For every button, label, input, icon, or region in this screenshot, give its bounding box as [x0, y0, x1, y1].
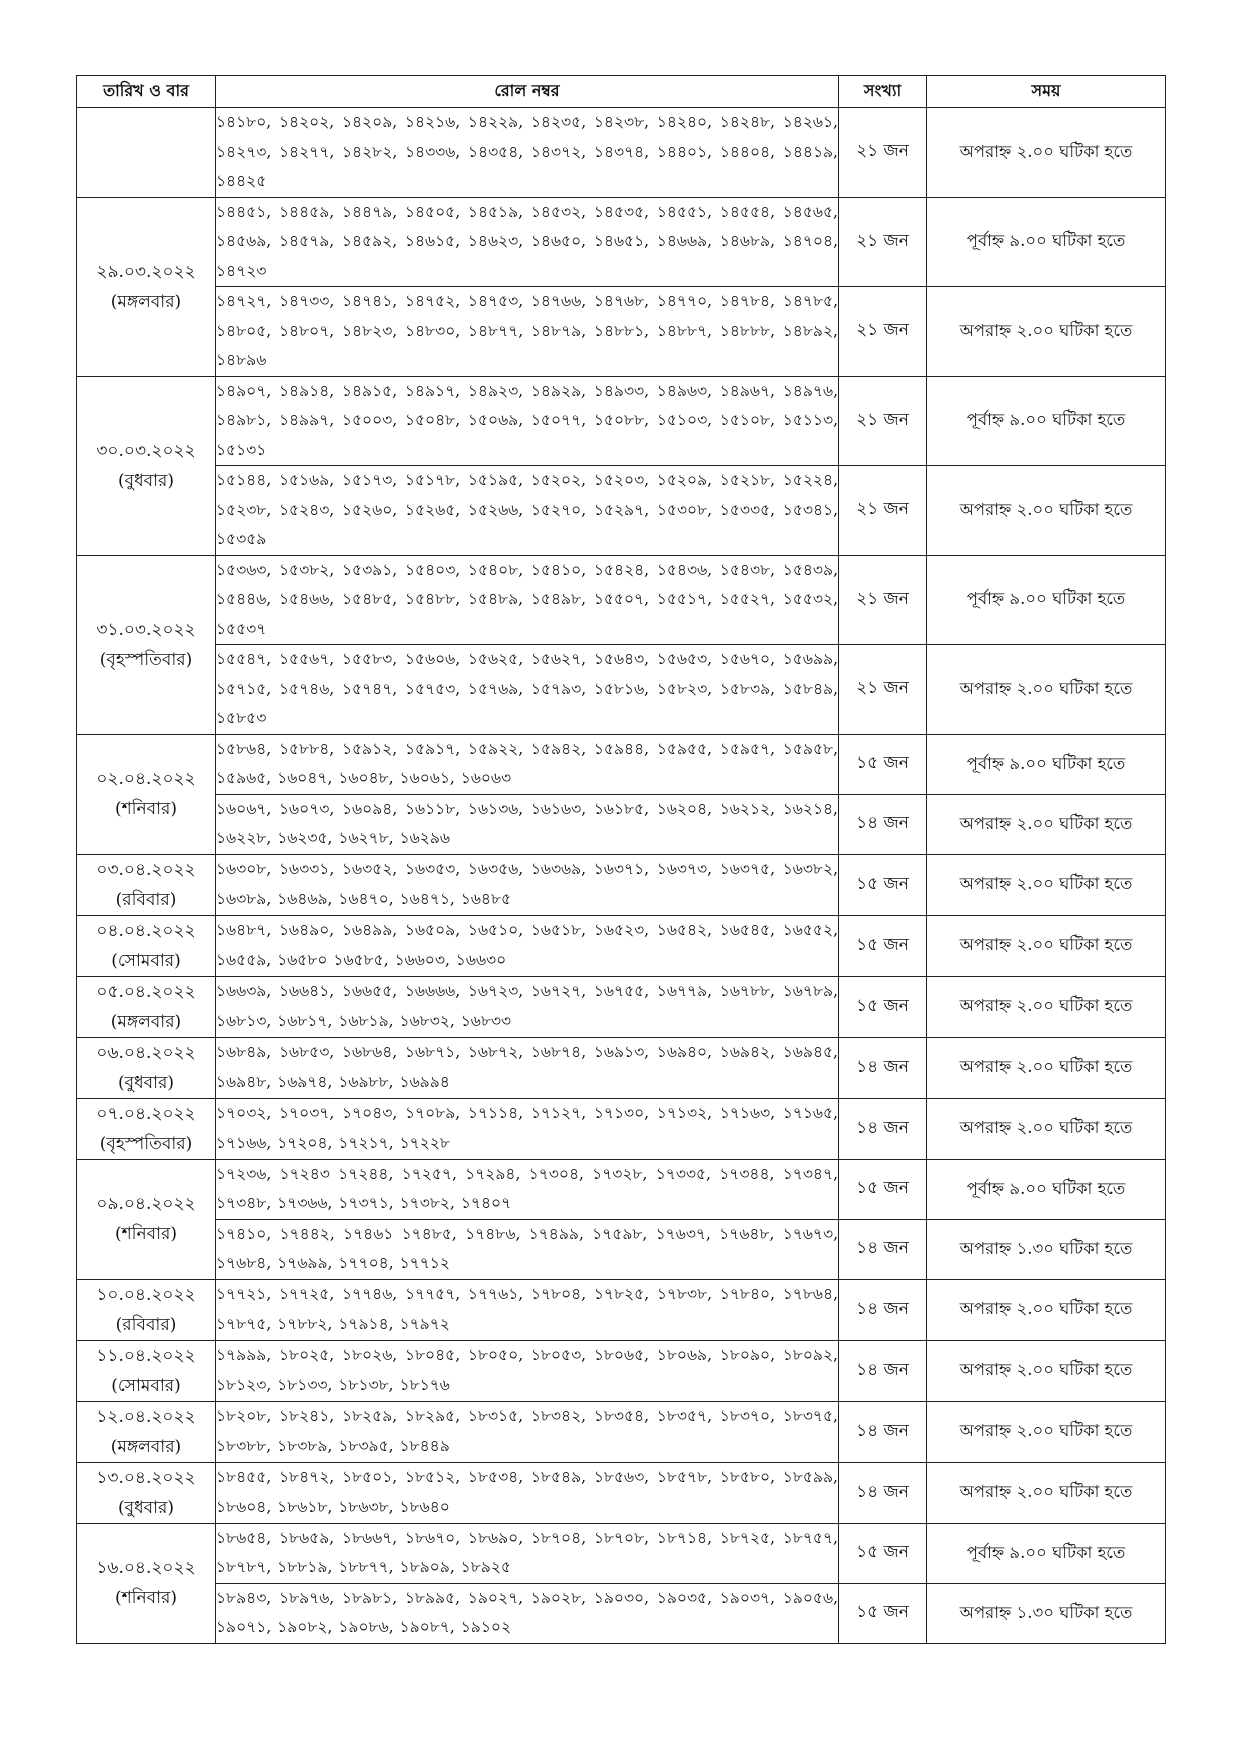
weekday-text: (বুধবার) [118, 1072, 174, 1093]
weekday-text: (বুধবার) [118, 1497, 174, 1518]
count-cell: ১৫ জন [839, 976, 927, 1037]
count-cell: ১৪ জন [839, 1462, 927, 1523]
date-text: ১৬.০৪.২০২২ [96, 1558, 196, 1578]
time-cell: অপরাহ্ন ২.০০ ঘটিকা হতে [927, 1279, 1166, 1340]
date-text: ০৬.০৪.২০২২ [96, 1042, 196, 1063]
weekday-text: (সোমবার) [111, 1375, 181, 1396]
roll-numbers-cell: ১৮৪৫৫, ১৮৪৭২, ১৮৫০১, ১৮৫১২, ১৮৫৩৪, ১৮৫৪৯, ১৮৫৬৩, ১৮৫৭৮, ১৮৫৮০, ১৮৫৯৯, ১৮৬০৪, ১৮৬১৮, ১৮৬৩৮, ১৮৬৪০ [216, 1462, 839, 1523]
table-row [77, 1583, 1166, 1643]
weekday-text: (মঙ্গলবার) [110, 1436, 182, 1457]
table-row [77, 734, 1166, 794]
date-text: ৩০.০৩.২০২২ [96, 440, 196, 461]
schedule-body [77, 108, 1166, 1644]
header-count: সংখ্যা [839, 76, 927, 108]
roll-numbers-cell: ১৬৮৪৯, ১৬৮৫৩, ১৬৮৬৪, ১৬৮৭১, ১৬৮৭২, ১৬৮৭৪, ১৬৯১৩, ১৬৯৪০, ১৬৯৪২, ১৬৯৪৫, ১৬৯৪৮, ১৬৯৭৪, ১৬৯৮৮, ১৬৯৯৪ [216, 1037, 839, 1098]
time-cell: অপরাহ্ন ২.০০ ঘটিকা হতে [927, 854, 1166, 915]
roll-numbers-cell: ১৪৭২৭, ১৪৭৩৩, ১৪৭৪১, ১৪৭৫২, ১৪৭৫৩, ১৪৭৬৬, ১৪৭৬৮, ১৪৭৭০, ১৪৭৮৪, ১৪৭৮৫, ১৪৮০৫, ১৪৮০৭, ১৪৮২৩, ১৪৮৩০, ১৪৮৭৭, ১৪৮৭৯, ১৪৮৮১, ১৪৮৮৭, ১৪৮৮৮, ১৪৮৯২, ১৪৮৯৬ [216, 287, 839, 377]
table-row [77, 197, 1166, 287]
date-cell [77, 1279, 216, 1340]
count-cell: ১৫ জন [839, 1523, 927, 1583]
roll-numbers-cell: ১৫৩৬৩, ১৫৩৮২, ১৫৩৯১, ১৫৪০৩, ১৫৪০৮, ১৫৪১০, ১৫৪২৪, ১৫৪৩৬, ১৫৪৩৮, ১৫৪৩৯, ১৫৪৪৬, ১৫৪৬৬, ১৫৪৮৫, ১৫৪৮৮, ১৫৪৮৯, ১৫৪৯৮, ১৫৫০৭, ১৫৫১৭, ১৫৫২৭, ১৫৫৩২, ১৫৫৩৭ [216, 555, 839, 645]
header-time: সময় [927, 76, 1166, 108]
table-row [77, 1219, 1166, 1279]
table-row [77, 794, 1166, 854]
date-cell [77, 734, 216, 854]
weekday-text: (সোমবার) [111, 950, 181, 971]
roll-numbers-cell: ১৮৬৫৪, ১৮৬৫৯, ১৮৬৬৭, ১৮৬৭০, ১৮৬৯০, ১৮৭০৪, ১৮৭০৮, ১৮৭১৪, ১৮৭২৫, ১৮৭৫৭, ১৮৭৮৭, ১৮৮১৯, ১৮৮৭৭, ১৮৯০৯, ১৮৯২৫ [216, 1523, 839, 1583]
weekday-text: (শনিবার) [114, 799, 178, 819]
time-cell: পূর্বাহ্ন ৯.০০ ঘটিকা হতে [927, 1159, 1166, 1219]
time-cell: অপরাহ্ন ২.০০ ঘটিকা হতে [927, 915, 1166, 976]
time-cell: অপরাহ্ন ২.০০ ঘটিকা হতে [927, 645, 1166, 735]
time-cell: পূর্বাহ্ন ৯.০০ ঘটিকা হতে [927, 1523, 1166, 1583]
table-row [77, 1159, 1166, 1219]
table-row [77, 108, 1166, 198]
time-cell: অপরাহ্ন ২.০০ ঘটিকা হতে [927, 794, 1166, 854]
date-cell [77, 376, 216, 555]
roll-numbers-cell: ১৭০৩২, ১৭০৩৭, ১৭০৪৩, ১৭০৮৯, ১৭১১৪, ১৭১২৭, ১৭১৩০, ১৭১৩২, ১৭১৬৩, ১৭১৬৫, ১৭১৬৬, ১৭২০৪, ১৭২১৭, ১৭২২৮ [216, 1098, 839, 1159]
count-cell: ২১ জন [839, 287, 927, 377]
count-cell: ১৫ জন [839, 915, 927, 976]
weekday-text: (রবিবার) [115, 1314, 177, 1335]
count-cell: ১৫ জন [839, 854, 927, 915]
roll-numbers-cell: ১৭২৩৬, ১৭২৪৩ ১৭২৪৪, ১৭২৫৭, ১৭২৯৪, ১৭৩০৪, ১৭৩২৮, ১৭৩৩৫, ১৭৩৪৪, ১৭৩৪৭, ১৭৩৪৮, ১৭৩৬৬, ১৭৩৭১, ১৭৩৮২, ১৭৪০৭ [216, 1159, 839, 1219]
table-row [77, 466, 1166, 556]
date-text: ১১.০৪.২০২২ [96, 1345, 196, 1366]
weekday-text: (মঙ্গলবার) [110, 291, 182, 312]
count-cell: ১৪ জন [839, 1401, 927, 1462]
schedule-table [76, 75, 1166, 1644]
count-cell: ১৪ জন [839, 1037, 927, 1098]
date-text: ০৯.০৪.২০২২ [96, 1194, 196, 1214]
time-cell: অপরাহ্ন ২.০০ ঘটিকা হতে [927, 1401, 1166, 1462]
table-row [77, 1401, 1166, 1462]
roll-numbers-cell: ১৬৩০৮, ১৬৩৩১, ১৬৩৫২, ১৬৩৫৩, ১৬৩৫৬, ১৬৩৬৯, ১৬৩৭১, ১৬৩৭৩, ১৬৩৭৫, ১৬৩৮২, ১৬৩৮৯, ১৬৪৬৯, ১৬৪৭০, ১৬৪৭১, ১৬৪৮৫ [216, 854, 839, 915]
count-cell: ১৪ জন [839, 1340, 927, 1401]
date-text: ০৩.০৪.২০২২ [96, 859, 196, 880]
date-cell [77, 1462, 216, 1523]
count-cell: ২১ জন [839, 466, 927, 556]
table-row [77, 1098, 1166, 1159]
time-cell: পূর্বাহ্ন ৯.০০ ঘটিকা হতে [927, 734, 1166, 794]
date-cell [77, 1159, 216, 1279]
header-row [77, 76, 1166, 108]
roll-numbers-cell: ১৫৫৪৭, ১৫৫৬৭, ১৫৫৮৩, ১৫৬০৬, ১৫৬২৫, ১৫৬২৭, ১৫৬৪৩, ১৫৬৫৩, ১৫৬৭০, ১৫৬৯৯, ১৫৭১৫, ১৫৭৪৬, ১৫৭৪৭, ১৫৭৫৩, ১৫৭৬৯, ১৫৭৯৩, ১৫৮১৬, ১৫৮২৩, ১৫৮৩৯, ১৫৮৪৯, ১৫৮৫৩ [216, 645, 839, 735]
date-cell [77, 108, 216, 198]
count-cell: ২১ জন [839, 197, 927, 287]
time-cell: পূর্বাহ্ন ৯.০০ ঘটিকা হতে [927, 555, 1166, 645]
table-row [77, 1037, 1166, 1098]
weekday-text: (বৃহস্পতিবার) [99, 649, 193, 670]
time-cell: অপরাহ্ন ২.০০ ঘটিকা হতে [927, 1340, 1166, 1401]
date-cell [77, 915, 216, 976]
time-cell: অপরাহ্ন ১.৩০ ঘটিকা হতে [927, 1219, 1166, 1279]
count-cell: ১৫ জন [839, 1159, 927, 1219]
date-cell [77, 1037, 216, 1098]
date-text: ০৭.০৪.২০২২ [96, 1103, 196, 1124]
roll-numbers-cell: ১৭৯৯৯, ১৮০২৫, ১৮০২৬, ১৮০৪৫, ১৮০৫০, ১৮০৫৩, ১৮০৬৫, ১৮০৬৯, ১৮০৯০, ১৮০৯২, ১৮১২৩, ১৮১৩৩, ১৮১৩৮, ১৮১৭৬ [216, 1340, 839, 1401]
weekday-text: (মঙ্গলবার) [110, 1011, 182, 1032]
table-row [77, 376, 1166, 466]
date-text: ৩১.০৩.২০২২ [96, 619, 196, 640]
time-cell: পূর্বাহ্ন ৯.০০ ঘটিকা হতে [927, 376, 1166, 466]
weekday-text: (বুধবার) [118, 470, 174, 491]
date-cell [77, 854, 216, 915]
weekday-text: (রবিবার) [115, 889, 177, 910]
roll-numbers-cell: ১৪৪৫১, ১৪৪৫৯, ১৪৪৭৯, ১৪৫০৫, ১৪৫১৯, ১৪৫৩২, ১৪৫৩৫, ১৪৫৫১, ১৪৫৫৪, ১৪৫৬৫, ১৪৫৬৯, ১৪৫৭৯, ১৪৫৯২, ১৪৬১৫, ১৪৬২৩, ১৪৬৫০, ১৪৬৫১, ১৪৬৬৯, ১৪৬৮৯, ১৪৭০৪, ১৪৭২৩ [216, 197, 839, 287]
count-cell: ২১ জন [839, 108, 927, 198]
time-cell: অপরাহ্ন ১.৩০ ঘটিকা হতে [927, 1583, 1166, 1643]
header-roll: রোল নম্বর [216, 76, 839, 108]
time-cell: অপরাহ্ন ২.০০ ঘটিকা হতে [927, 466, 1166, 556]
weekday-text: (বৃহস্পতিবার) [99, 1133, 193, 1154]
count-cell: ১৫ জন [839, 1583, 927, 1643]
count-cell: ১৪ জন [839, 1219, 927, 1279]
roll-numbers-cell: ১৫১৪৪, ১৫১৬৯, ১৫১৭৩, ১৫১৭৮, ১৫১৯৫, ১৫২০২, ১৫২০৩, ১৫২০৯, ১৫২১৮, ১৫২২৪, ১৫২৩৮, ১৫২৪৩, ১৫২৬০, ১৫২৬৫, ১৫২৬৬, ১৫২৭০, ১৫২৯৭, ১৫৩০৮, ১৫৩৩৫, ১৫৩৪১, ১৫৩৫৯ [216, 466, 839, 556]
roll-numbers-cell: ১৮২০৮, ১৮২৪১, ১৮২৫৯, ১৮২৯৫, ১৮৩১৫, ১৮৩৪২, ১৮৩৫৪, ১৮৩৫৭, ১৮৩৭০, ১৮৩৭৫, ১৮৩৮৮, ১৮৩৮৯, ১৮৩৯৫, ১৮৪৪৯ [216, 1401, 839, 1462]
table-row [77, 1523, 1166, 1583]
time-cell: অপরাহ্ন ২.০০ ঘটিকা হতে [927, 1462, 1166, 1523]
date-text: ১০.০৪.২০২২ [96, 1284, 196, 1305]
weekday-text: (শনিবার) [114, 1224, 178, 1244]
roll-numbers-cell: ১৪১৮০, ১৪২০২, ১৪২০৯, ১৪২১৬, ১৪২২৯, ১৪২৩৫, ১৪২৩৮, ১৪২৪০, ১৪২৪৮, ১৪২৬১, ১৪২৭৩, ১৪২৭৭, ১৪২৮২, ১৪৩৩৬, ১৪৩৫৪, ১৪৩৭২, ১৪৩৭৪, ১৪৪০১, ১৪৪০৪, ১৪৪১৯, ১৪৪২৫ [216, 108, 839, 198]
time-cell: অপরাহ্ন ২.০০ ঘটিকা হতে [927, 1037, 1166, 1098]
count-cell: ১৪ জন [839, 1098, 927, 1159]
roll-numbers-cell: ১৮৯৪৩, ১৮৯৭৬, ১৮৯৮১, ১৮৯৯৫, ১৯০২৭, ১৯০২৮, ১৯০৩০, ১৯০৩৫, ১৯০৩৭, ১৯০৫৬, ১৯০৭১, ১৯০৮২, ১৯০৮৬, ১৯০৮৭, ১৯১০২ [216, 1583, 839, 1643]
table-row [77, 854, 1166, 915]
header-date: তারিখ ও বার [77, 76, 216, 108]
count-cell: ২১ জন [839, 555, 927, 645]
time-cell: অপরাহ্ন ২.০০ ঘটিকা হতে [927, 287, 1166, 377]
table-row [77, 1279, 1166, 1340]
time-cell: অপরাহ্ন ২.০০ ঘটিকা হতে [927, 108, 1166, 198]
time-cell: পূর্বাহ্ন ৯.০০ ঘটিকা হতে [927, 197, 1166, 287]
date-cell [77, 1340, 216, 1401]
count-cell: ১৪ জন [839, 794, 927, 854]
date-text: ২৯.০৩.২০২২ [96, 261, 196, 282]
weekday-text: (শনিবার) [114, 1588, 178, 1608]
date-text: ০২.০৪.২০২২ [96, 769, 196, 789]
date-text: ০৪.০৪.২০২২ [96, 920, 196, 941]
table-row [77, 915, 1166, 976]
count-cell: ১৪ জন [839, 1279, 927, 1340]
roll-numbers-cell: ১৭৭২১, ১৭৭২৫, ১৭৭৪৬, ১৭৭৫৭, ১৭৭৬১, ১৭৮০৪, ১৭৮২৫, ১৭৮৩৮, ১৭৮৪০, ১৭৮৬৪, ১৭৮৭৫, ১৭৮৮২, ১৭৯১৪, ১৭৯৭২ [216, 1279, 839, 1340]
count-cell: ২১ জন [839, 376, 927, 466]
table-row [77, 555, 1166, 645]
date-text: ১২.০৪.২০২২ [96, 1406, 196, 1427]
date-text: ০৫.০৪.২০২২ [96, 981, 196, 1002]
table-row [77, 1462, 1166, 1523]
table-row [77, 645, 1166, 735]
date-cell [77, 1098, 216, 1159]
date-cell [77, 1523, 216, 1643]
roll-numbers-cell: ১৬০৬৭, ১৬০৭৩, ১৬০৯৪, ১৬১১৮, ১৬১৩৬, ১৬১৬৩, ১৬১৮৫, ১৬২০৪, ১৬২১২, ১৬২১৪, ১৬২২৮, ১৬২৩৫, ১৬২৭৮, ১৬২৯৬ [216, 794, 839, 854]
table-row [77, 287, 1166, 377]
date-cell [77, 1401, 216, 1462]
count-cell: ২১ জন [839, 645, 927, 735]
date-cell [77, 976, 216, 1037]
roll-numbers-cell: ১৭৪১০, ১৭৪৪২, ১৭৪৬১ ১৭৪৮৫, ১৭৪৮৬, ১৭৪৯৯, ১৭৫৯৮, ১৭৬৩৭, ১৭৬৪৮, ১৭৬৭৩, ১৭৬৮৪, ১৭৬৯৯, ১৭৭০৪, ১৭৭১২ [216, 1219, 839, 1279]
roll-numbers-cell: ১৬৪৮৭, ১৬৪৯০, ১৬৪৯৯, ১৬৫০৯, ১৬৫১০, ১৬৫১৮, ১৬৫২৩, ১৬৫৪২, ১৬৫৪৫, ১৬৫৫২, ১৬৫৫৯, ১৬৫৮০ ১৬৫৮৫, ১৬৬০৩, ১৬৬৩০ [216, 915, 839, 976]
table-row [77, 1340, 1166, 1401]
time-cell: অপরাহ্ন ২.০০ ঘটিকা হতে [927, 976, 1166, 1037]
roll-numbers-cell: ১৪৯০৭, ১৪৯১৪, ১৪৯১৫, ১৪৯১৭, ১৪৯২৩, ১৪৯২৯, ১৪৯৩৩, ১৪৯৬৩, ১৪৯৬৭, ১৪৯৭৬, ১৪৯৮১, ১৪৯৯৭, ১৫০০৩, ১৫০৪৮, ১৫০৬৯, ১৫০৭৭, ১৫০৮৮, ১৫১০৩, ১৫১০৮, ১৫১১৩, ১৫১৩১ [216, 376, 839, 466]
table-row [77, 976, 1166, 1037]
roll-numbers-cell: ১৫৮৬৪, ১৫৮৮৪, ১৫৯১২, ১৫৯১৭, ১৫৯২২, ১৫৯৪২, ১৫৯৪৪, ১৫৯৫৫, ১৫৯৫৭, ১৫৯৫৮, ১৫৯৬৫, ১৬০৪৭, ১৬০৪৮, ১৬০৬১, ১৬০৬৩ [216, 734, 839, 794]
date-cell [77, 555, 216, 734]
date-cell [77, 197, 216, 376]
date-text: ১৩.০৪.২০২২ [96, 1467, 196, 1488]
time-cell: অপরাহ্ন ২.০০ ঘটিকা হতে [927, 1098, 1166, 1159]
count-cell: ১৫ জন [839, 734, 927, 794]
roll-numbers-cell: ১৬৬৩৯, ১৬৬৪১, ১৬৬৫৫, ১৬৬৬৬, ১৬৭২৩, ১৬৭২৭, ১৬৭৫৫, ১৬৭৭৯, ১৬৭৮৮, ১৬৭৮৯, ১৬৮১৩, ১৬৮১৭, ১৬৮১৯, ১৬৮৩২, ১৬৮৩৩ [216, 976, 839, 1037]
